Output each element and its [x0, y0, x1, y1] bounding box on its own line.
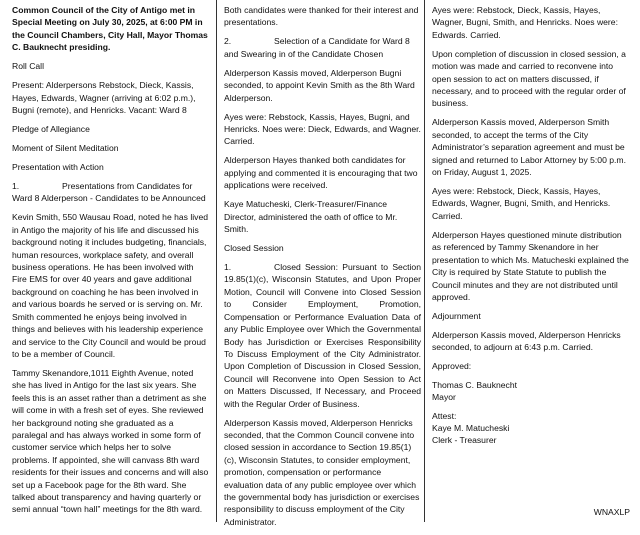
- item-number: 1.: [12, 181, 20, 192]
- reconvene-text: Upon completion of discussion in closed session, a motion was made and carried to reconvene into open session to act on matters discussed, if necessary, and to proceed with the regular order of business.: [432, 48, 626, 109]
- column-1: [12, 4, 209, 522]
- notice-heading: Common Council of the City of Antigo met in Special Meeting on July 30, 2025, at 6:00 PM in the Council Chambers, City Hall, Mayor Thomas C. Bauknecht presiding.: [12, 5, 208, 53]
- item-number: 2.: [224, 36, 232, 47]
- column-2: [224, 4, 421, 535]
- closed-session-heading: Closed Session: [224, 243, 284, 254]
- oath-of-office: Kaye Matucheski, Clerk-Treasurer/Finance Director, administered the oath of office to Mr. Smith.: [224, 199, 398, 235]
- mayor-name: Thomas C. Bauknecht: [432, 379, 518, 390]
- item-number: 1.: [224, 262, 232, 273]
- column-3: [432, 4, 629, 447]
- column-divider: [216, 0, 217, 522]
- roll-call-heading: Roll Call: [12, 61, 44, 72]
- pledge-heading: Pledge of Allegiance: [12, 124, 90, 135]
- clerk-title: Clerk - Treasurer: [432, 435, 497, 446]
- motion-closed-session: Alderperson Kassis moved, Alderperson Henricks seconded, that the Common Council convene into closed session in accordance to Section 19.85(1)(c), Wisconsin Statutes, to consider employment, promotion, compensation or performance evaluation data of any public employee over which the governmental body has jurisdiction or exercises responsibility to discuss employment of the City Administrator.: [224, 417, 420, 527]
- vote-appoint: Ayes were: Rebstock, Kassis, Hayes, Bugni, and Henricks. Noes were: Dieck, Edwards, and Wagner. Carried.: [224, 111, 421, 147]
- adjournment-heading: Adjournment: [432, 310, 481, 321]
- item-title: Selection of a Candidate for Ward 8 and Swearing in of the Candidate Chosen: [224, 36, 410, 59]
- moment-heading: Moment of Silent Meditation: [12, 143, 119, 154]
- publication-code: WNAXLP: [593, 506, 630, 517]
- closed-session-item: [224, 261, 421, 410]
- agenda-item-2: [224, 35, 421, 60]
- motion-adjourn: Alderperson Kassis moved, Alderperson Henricks seconded, to adjourn at 6:43 p.m. Carried.: [432, 329, 621, 353]
- clerk-name: Kaye M. Matucheski: [432, 422, 510, 433]
- minute-distribution: Alderperson Hayes questioned minute distribution as referenced by Tammy Skenandore in her presentation to which Ms. Matucheski explained the City is required by State Statute to publish the Council minutes and they are not distributed until approved.: [432, 229, 629, 302]
- motion-appoint: Alderperson Kassis moved, Alderperson Bugni seconded, to appoint Kevin Smith as the 8th Ward Alderperson.: [224, 67, 415, 103]
- approved-label: Approved:: [432, 361, 472, 372]
- attest-label: Attest:: [432, 410, 457, 421]
- skenandore-presentation: Tammy Skenandore,1011 Eighth Avenue, noted she has lived in Antigo for the last six years. She feels this is an asset rather than a detriment as she will come in with a fresh set of eyes. She reviewed her background noting she graduated as a paralegal and has always worked in some form of customer service which helps her to solve problems. If appointed, she will canvass 8th ward residents for their issues and concerns and will also set up a Facebook page for the 8th ward. She talked about transparency and having quarterly or semi annual “town hall” meetings for the 8th ward.: [12, 367, 209, 515]
- item-title: Presentations from Candidates for Ward 8 Alderperson - Candidates to be Announced: [12, 181, 206, 204]
- column-divider: [424, 0, 425, 522]
- mayor-title: Mayor: [432, 392, 456, 403]
- closed-session-text: Closed Session: Pursuant to Section 19.85(1)(c), Wisconsin Statutes, and Upon Proper Motion, Council will Convene into Closed Session to Consider Employment, Promotion, Compensation or Performance Evaluation Data of any Public Employee over Which the Governmental Body has Jurisdiction or Exercises Responsibility To Discuss Employment of the City Administrator. Upon Completion of Discussion in Closed Session, Council will Reconvene into Open Session to Act on Matters Discussed, If Necessary, and Proceed with the Regular Order of Business.: [224, 262, 421, 409]
- presentation-heading: Presentation with Action: [12, 162, 104, 173]
- agenda-item-1: [12, 180, 209, 205]
- vote-closed-session: Ayes were: Rebstock, Dieck, Kassis, Hayes, Wagner, Bugni, Smith, and Henricks. Noes were: Edwards. Carried.: [432, 5, 618, 40]
- signature-block: [432, 360, 629, 446]
- motion-separation: Alderperson Kassis moved, Alderperson Smith seconded, to accept the terms of the City Administrator’s separation agreement and must be signed and returned to Labor Attorney by 5:00 p.m. on Friday, August 1, 2025.: [432, 117, 626, 178]
- hayes-comment: Alderperson Hayes thanked both candidates for applying and commented it is encouraging that two applications were received.: [224, 155, 418, 191]
- present-list: Present: Alderpersons Rebstock, Dieck, Kassis, Hayes, Edwards, Wagner (arriving at 6:02 p.m.), Bugni (remote), and Henricks. Vacant: Ward 8: [12, 80, 196, 116]
- vote-separation: Ayes were: Rebstock, Dieck, Kassis, Hayes, Edwards, Wagner, Bugni, Smith, and Henricks. Carried.: [432, 186, 611, 221]
- candidates-thanked: Both candidates were thanked for their interest and presentations.: [224, 5, 419, 28]
- smith-presentation: Kevin Smith, 550 Wausau Road, noted he has lived in Antigo the majority of his life and discussed his background noting it includes budgeting, financials, human resources, workplace safety, and overall business operations. He has been involved with Fire EMS for over 40 years and gave additional background on coaching he has been involved in and various boards he served or is serving on. Mr. Smith commented he enjoys being involved in things and believes with his leadership experience and service to the City Council and would be proud to be a member of Council.: [12, 212, 209, 359]
